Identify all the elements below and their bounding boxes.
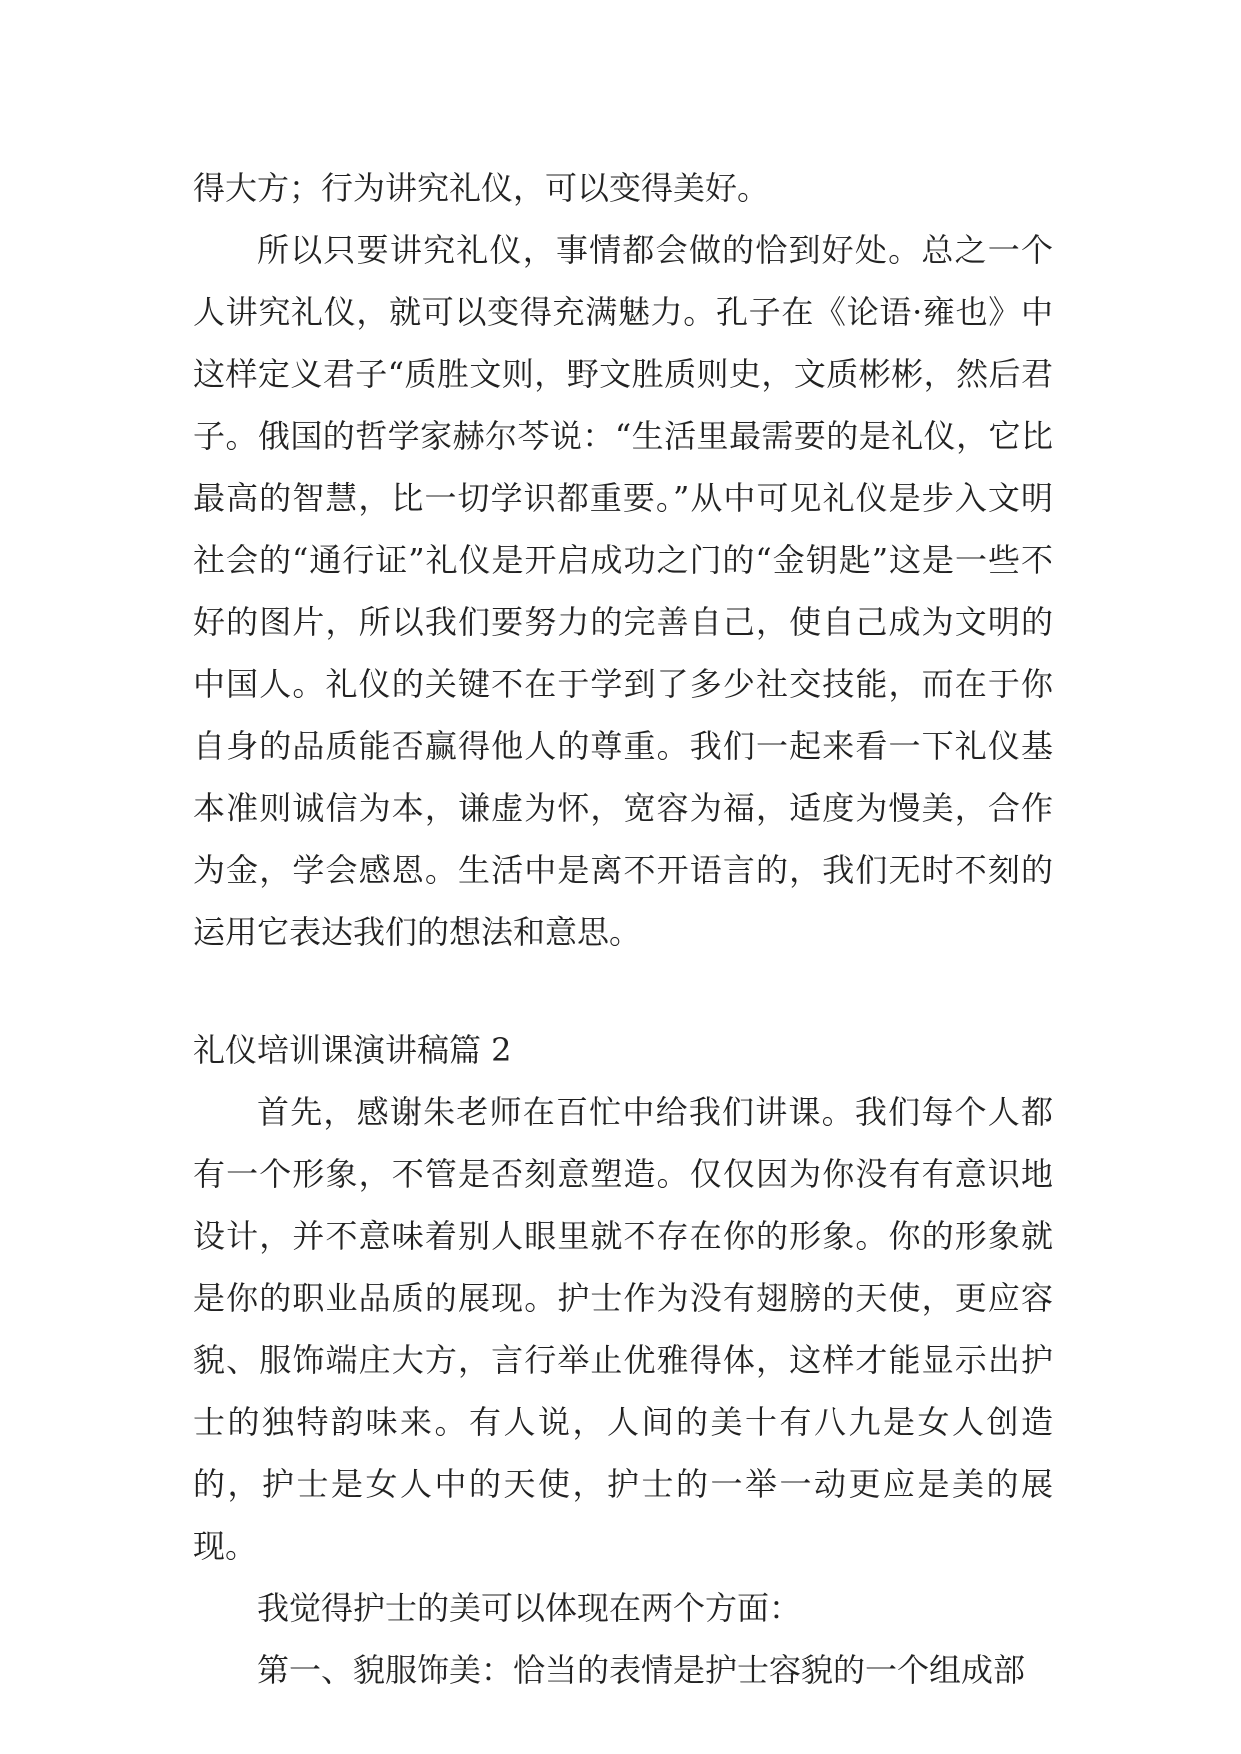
paragraph-etiquette-importance: 所以只要讲究礼仪，事情都会做的恰到好处。总之一个人讲究礼仪，就可以变得充满魅力。孔子在《论语·雍也》中这样定义君子“质胜文则，野文胜质则史，文质彬彬，然后君子。俄国的哲学家赫尔芩说：“生活里最需要的是礼仪，它比最高的智慧，比一切学识都重要。”从中可见礼仪是步入文明社会的“通行证”礼仪是开启成功之门的“金钥匙”这是一些不好的图片，所以我们要努力的完善自己，使自己成为文明的中国人。礼仪的关键不在于学到了多少社交技能，而在于你自身的品质能否赢得他人的尊重。我们一起来看一下礼仪基本准则诚信为本，谦虚为怀，宽容为福，适度为慢美，合作为金，学会感恩。生活中是离不开语言的，我们无时不刻的运用它表达我们的想法和意思。: [193, 231, 1053, 951]
paragraph-two-aspects: 我觉得护士的美可以体现在两个方面：: [257, 1589, 802, 1627]
paragraph-continuation: 得大方；行为讲究礼仪，可以变得美好。: [193, 169, 770, 207]
paragraph-first-aspect: 第一、貌服饰美：恰当的表情是护士容貌的一个组成部: [257, 1651, 1026, 1689]
document-body: [193, 157, 1053, 1701]
section-heading: 礼仪培训课演讲稿篇 2: [193, 1031, 512, 1069]
paragraph-nurse-image: 首先，感谢朱老师在百忙中给我们讲课。我们每个人都有一个形象，不管是否刻意塑造。仅仅因为你没有有意识地设计，并不意味着别人眼里就不存在你的形象。你的形象就是你的职业品质的展现。护士作为没有翅膀的天使，更应容貌、服饰端庄大方，言行举止优雅得体，这样才能显示出护士的独特韵味来。有人说，人间的美十有八九是女人创造的，护士是女人中的天使，护士的一举一动更应是美的展现。: [193, 1093, 1053, 1565]
